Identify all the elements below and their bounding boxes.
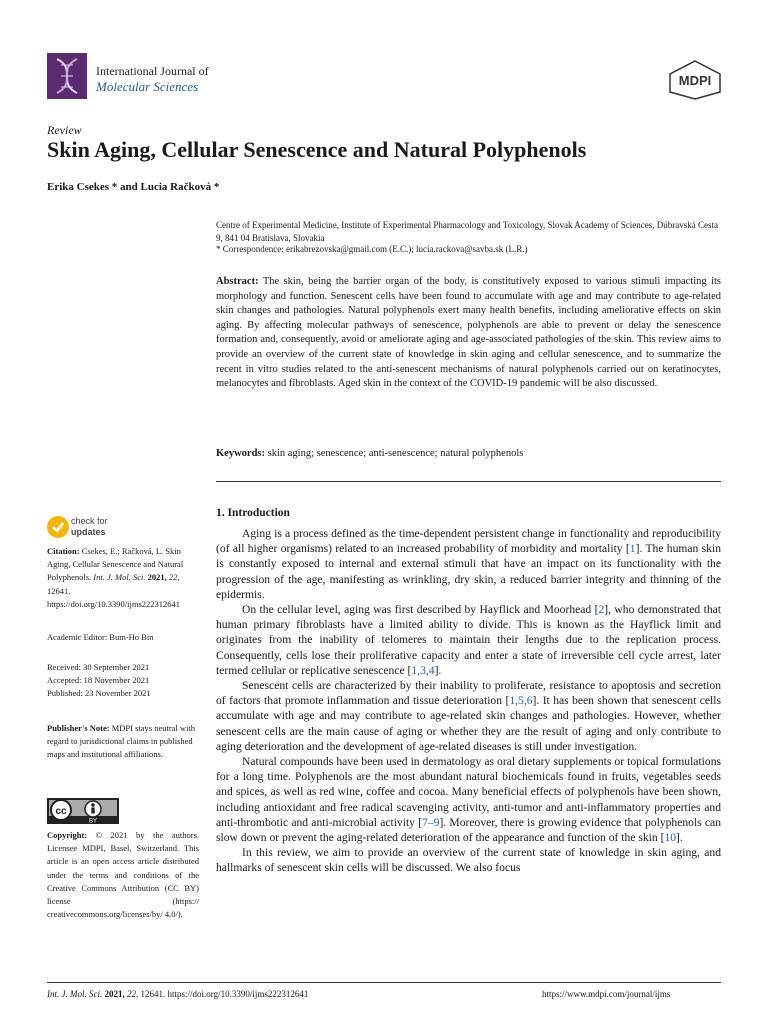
journal-name-line1: International Journal of: [96, 64, 209, 78]
reference-link[interactable]: 7–9: [422, 815, 440, 829]
svg-text:cc: cc: [55, 806, 67, 817]
journal-logo: [47, 53, 87, 99]
mdpi-logo-text: MDPI: [678, 73, 712, 88]
cc-by-label: BY: [88, 818, 98, 824]
citation-label: Citation:: [47, 546, 80, 556]
reference-link[interactable]: 2: [598, 603, 605, 617]
check-updates-line1: check for: [71, 516, 108, 526]
correspondence: * Correspondence: erikabrezovska@gmail.com (E.C.); lucia.rackova@savba.sk (L.R.): [216, 244, 528, 254]
affiliation: Centre of Experimental Medicine, Institute of Experimental Pharmacology and Toxicology, Slovak Academy of Sciences, Dúbravská Cesta 9, 841 04 Bratislava, Slovakia: [216, 220, 718, 243]
check-icon: [47, 516, 69, 538]
paragraph: Senescent cells are characterized by their inability to proliferate, resistance to apoptosis and secretion of factors that promote inflammation and tissue deterioration [1,5,6]. It has been shown that senescent cells accumulate with age and may contribute to age-related skin changes and pathologies. However, whether senescent cells are the main cause of aging or whether they are the result of aging and only contribute to aging deterioration and the development of age-related diseases is still under investigation.: [216, 679, 721, 753]
reference-link[interactable]: 1: [629, 542, 636, 556]
received-date: Received: 30 September 2021: [47, 662, 150, 672]
authors: Erika Csekes * and Lucia Račková *: [47, 181, 220, 193]
abstract: [216, 275, 721, 392]
cc-by-license-badge[interactable]: [47, 798, 119, 824]
article-type: Review: [47, 123, 82, 137]
citation-doi[interactable]: 12641. https://doi.org/10.3390/ijms222312641: [47, 585, 181, 609]
check-for-updates-badge[interactable]: [47, 515, 127, 541]
keywords: [216, 448, 721, 459]
copyright-label: Copyright:: [47, 830, 88, 840]
keywords-text: skin aging; senescence; anti-senescence; natural polyphenols: [267, 448, 524, 459]
reference-link[interactable]: 10: [664, 831, 677, 845]
publisher-note-label: Publisher's Note:: [47, 723, 110, 733]
body-text: [216, 526, 721, 876]
paragraph: On the cellular level, aging was first described by Hayflick and Moorhead [2], who demonstrated that human primary fibroblasts have a limited ability to divide. This is known as the Hayflick limit and originates from the inability of telomeres to maintain their lengths due to the replication process. Consequently, cells lose their proliferative capacity and enter a state of irreversible cell cycle arrest, later termed cellular or replicative senescence [1,3,4].: [216, 603, 721, 677]
mdpi-hexagon-icon: [668, 60, 722, 100]
keywords-label: Keywords:: [216, 448, 265, 459]
publisher-note: Publisher's Note: MDPI stays neutral with regard to jurisdictional claims in published maps and institutional affiliations.: [47, 723, 196, 760]
journal-name-line2: Molecular Sciences: [96, 79, 199, 94]
dates-block: [47, 661, 199, 701]
paragraph: Natural compounds have been used in dermatology as oral dietary supplements or topical formulations for a long time. Polyphenols are the most abundant natural biochemicals found in fruits, vegetables seeds and spices, as well as red wine, coffee and cocoa. Many beneficial effects of polyphenols have been shown, including antioxidant and free radical scavenging activity, anti-tumor and anti-inflammatory properties and anti-thrombotic and anti-microbial activity [7–9]. Moreover, there is growing evidence that polyphenols can slow down or prevent the aging-related deterioration of the appearance and function of the skin [10].: [216, 755, 721, 845]
paper-title: Skin Aging, Cellular Senescence and Natural Polyphenols: [47, 137, 587, 162]
dna-helix-icon: [47, 53, 87, 99]
copyright-block: Copyright: © 2021 by the authors. Licensee MDPI, Basel, Switzerland. This article is an open access article distributed under the terms and conditions of the Creative Commons Attribution (CC BY) license (https:// creativecommons.org/licenses/by/ 4.0/).: [47, 830, 200, 920]
mdpi-logo[interactable]: [668, 60, 722, 100]
check-updates-line2: updates: [71, 527, 106, 537]
paragraph: In this review, we aim to provide an overview of the current state of knowledge in skin aging, and hallmarks of senescent skin cells will be discussed. We also focus: [216, 846, 721, 875]
footer-divider: [47, 982, 721, 983]
section-heading: 1. Introduction: [216, 507, 290, 519]
reference-link[interactable]: 1,3,4: [411, 663, 435, 677]
accepted-date: Accepted: 18 November 2021: [47, 675, 150, 686]
published-date: Published: 23 November 2021: [47, 688, 151, 699]
abstract-text: The skin, being the barrier organ of the body, is constitutively exposed to various stimuli impacting its morphology and function. Senescent cells have been found to accumulate with age and may contribute to age-related skin changes and pathologies. Natural polyphenols exert many health benefits, including ameliorative effects on skin aging. By affecting molecular pathways of senescence, polyphenols are able to prevent or delay the senescence formation and, consequently, avoid or ameliorate aging and age-associated pathologies of the skin. This review aims to provide an overview of the current state of knowledge in skin aging and cellular senescence, and to summarize the recent in vitro studies related to the anti-senescent mechanisms of natural polyphenols carried out on keratinocytes, melanocytes and fibroblasts. Aged skin in the context of the COVID-19 pandemic will be also discussed.: [216, 276, 721, 390]
academic-editor: Academic Editor: Bum-Ho Bin: [47, 632, 154, 642]
reference-link[interactable]: 1,5,6: [509, 694, 533, 708]
footer-doi[interactable]: 12641. https://doi.org/10.3390/ijms222312641: [140, 989, 309, 999]
citation-block: Citation: Csekes, E.; Račková, L. Skin Aging, Cellular Senescence and Natural Polyphenols. Int. J. Mol. Sci. 2021, 22, 12641. https://doi.org/10.3390/ijms222312641: [47, 546, 184, 609]
footer-journal-url[interactable]: https://www.mdpi.com/journal/ijms: [542, 989, 671, 999]
abstract-label: Abstract:: [216, 276, 259, 287]
section-divider: [216, 481, 721, 482]
footer-citation: Int. J. Mol. Sci. 2021, 22, 12641. https://doi.org/10.3390/ijms222312641: [47, 989, 309, 999]
paragraph: Aging is a process defined as the time-dependent persistent change in functionality and reproducibility (of all higher organisms) related to an increased probability of morbidity and mortality [1]. The human skin is constantly exposed to internal and external stimuli that have an impact on its functionality with the progression of the age, manifesting as wrinkling, dry skin, a reduced barrier integrity and thinning of the epidermis.: [216, 527, 721, 601]
